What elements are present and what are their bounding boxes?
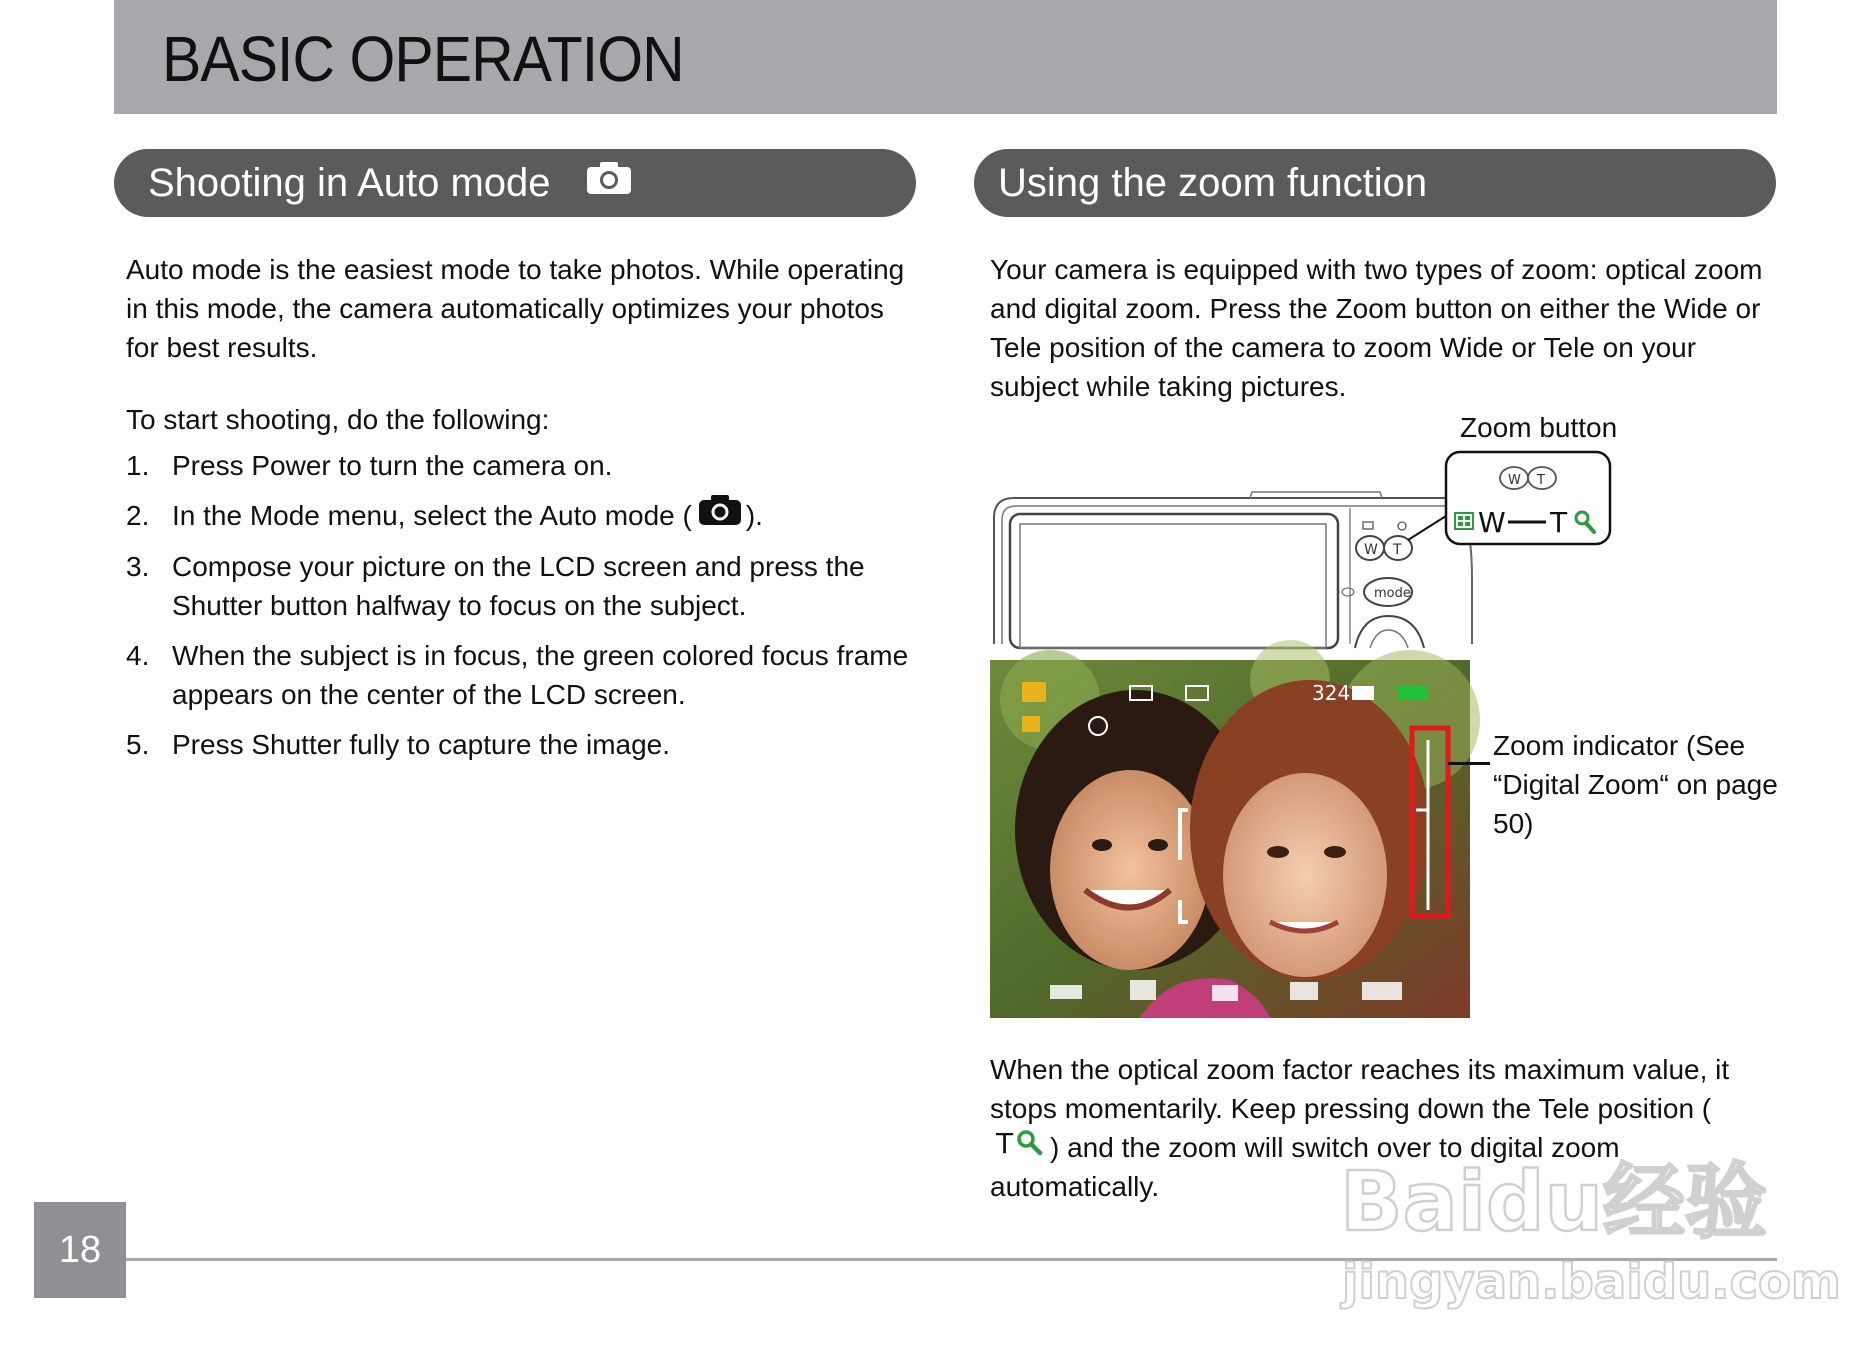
step-number: 2. <box>126 500 150 531</box>
body-w-button: W <box>1364 542 1378 558</box>
step-text: Press Shutter fully to capture the image. <box>172 728 671 760</box>
tele-letter: T <box>996 1126 1014 1160</box>
step-item <box>126 547 916 625</box>
step-text: Compose your picture on the LCD screen and press the Shutter button halfway to focus on the subject. <box>172 550 865 621</box>
watermark-url: jingyan.baidu.com <box>1342 1254 1841 1310</box>
lcd-shot-count: 324 <box>1312 681 1351 705</box>
baidu-watermark <box>1330 1140 1841 1315</box>
zoom-indicator-label: Zoom indicator (See “Digital Zoom“ on page 50) <box>1493 730 1778 839</box>
wide-zoom-icon <box>1454 512 1474 530</box>
camera-icon <box>698 494 742 536</box>
steps-lead: To start shooting, do the following: <box>126 404 550 435</box>
step-item <box>126 636 916 714</box>
callout-w-button: W <box>1508 473 1521 488</box>
camera-back-drawing <box>990 448 1630 653</box>
tele-zoom-icon <box>994 1127 1046 1167</box>
header-bar <box>114 0 1777 114</box>
callout-tele-label: T <box>1550 506 1568 539</box>
callout-t-button: T <box>1537 473 1545 488</box>
callout-wide-label: W <box>1478 506 1506 539</box>
page-title: BASIC OPERATION <box>162 23 684 95</box>
step-item <box>126 725 916 764</box>
auto-mode-intro: Auto mode is the easiest mode to take photos. While operating in this mode, the camera automatically optimizes your photos for best results. <box>126 254 905 363</box>
step-item <box>126 446 916 485</box>
step-number: 3. <box>126 550 150 582</box>
step-number: 4. <box>126 639 150 671</box>
page-number: 18 <box>34 1202 126 1298</box>
outro-text-end: ) and the zoom will switch over to digital zoom automatically. <box>990 1132 1620 1202</box>
camera-icon <box>586 148 632 216</box>
step-number: 5. <box>126 728 150 760</box>
section-heading-zoom <box>974 149 1776 217</box>
step-text-end: ). <box>745 500 763 531</box>
section-title: Using the zoom function <box>998 161 1428 205</box>
mode-button-label: mode <box>1374 586 1411 601</box>
step-text: When the subject is in focus, the green colored focus frame appears on the center of the LCD screen. <box>172 639 909 710</box>
indicator-leader-line <box>1448 762 1490 765</box>
step-text: Press Power to turn the camera on. <box>172 450 613 481</box>
watermark-logo: Baidu经验 <box>1340 1155 1768 1250</box>
zoom-intro: Your camera is equipped with two types of zoom: optical zoom and digital zoom. Press the Zoom button on either the Wide or Tele position of the camera to zoom Wide or Tele on your subject while taking pictures. <box>990 254 1763 402</box>
section-title: Shooting in Auto mode <box>148 161 551 205</box>
step-item <box>126 496 916 536</box>
section-heading-auto-mode <box>114 149 916 217</box>
step-number: 1. <box>126 450 150 481</box>
zoom-button-label: Zoom button <box>1460 412 1618 443</box>
steps-list <box>126 446 916 775</box>
outro-text: When the optical zoom factor reaches its maximum value, it stops momentarily. Keep pressing down the Tele position ( <box>990 1054 1730 1124</box>
lcd-screen-photo <box>990 660 1470 1018</box>
step-text: In the Mode menu, select the Auto mode ( <box>172 500 692 531</box>
body-t-button: T <box>1393 542 1402 558</box>
